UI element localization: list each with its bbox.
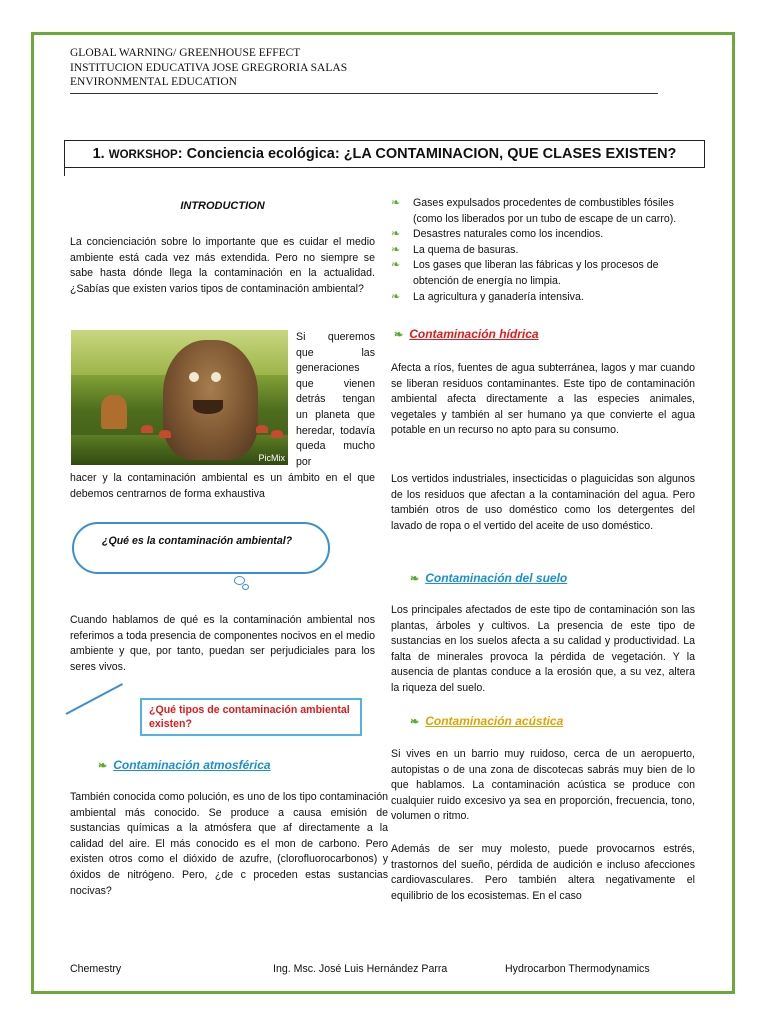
hid-heading-text: Contaminación hídrica [409,327,539,341]
cloud-question: ¿Qué es la contaminación ambiental? [102,535,293,547]
leaf-bullet-icon: ❧ [391,259,401,272]
image-watermark: PicMix [258,453,285,463]
header-line-1: GLOBAL WARNING/ GREENHOUSE EFFECT [70,47,301,59]
list-item-text: La agricultura y ganadería intensiva. [413,290,584,303]
heading-atmosferica [98,758,271,772]
hid-paragraph-1: Afecta a ríos, fuentes de agua subterránea, lagos y mar cuando se liberan residuos contaminantes. Este tipo de contaminación ambiental afecta directamente a las especies animales, vegetales y también al ser humano ya que convierte el agua potable en un recurso no apto para su consumo. [391,362,695,437]
list-item-text: Los gases que liberan las fábricas y los procesos de obtención de energía no limpia. [413,259,659,287]
list-item-text: La quema de basuras. [413,243,519,256]
document-header [70,46,658,94]
list-item [391,227,696,243]
list-item [391,196,696,227]
intro-heading: INTRODUCTION [180,200,265,212]
list-item [391,243,696,259]
title-workshop: WORKSHOP [108,149,178,161]
intro-paragraph: La concienciación sobre lo importante que es cuidar el medio ambiente está cada vez más extendida. Pero no siempre se sabe hasta dónde llega la contaminación en la actualidad. ¿Sabías que existen varios tipos de contaminación ambiental? [70,236,375,295]
header-line-2: INSTITUCION EDUCATIVA JOSE GREGRORIA SALAS [70,61,348,74]
acu-paragraph-2: Además de ser muy molesto, puede provocarnos estrés, trastornos del sueño, pérdida de audición e incluso afecciones cardiovasculares. Pero también altera negativamente el equilibrio de los ecosistemas. En el caso [391,843,695,902]
list-item [391,290,696,306]
list-item-text: Gases expulsados procedentes de combustibles fósiles (como los liberados por un tubo de escape de un carro). [413,197,677,225]
leaf-bullet-icon: ❧ [391,290,401,303]
list-item [391,258,696,289]
suelo-paragraph: Los principales afectados de este tipo de contaminación son las plantas, árboles y cultivos. La presencia de este tipo de sustancias en los suelos afecta a su calidad y productividad. La falta de minerales provoca la pérdida de vegetación. Y la ausencia de plantas conduce a la erosión que, a su vez, altera la riqueza del suelo. [391,604,695,694]
atm-heading-text: Contaminación atmosférica [113,758,271,772]
leaf-bullet-icon: ❧ [391,243,401,256]
title-tick [64,168,65,176]
heading-suelo [410,571,567,585]
footer-center: Ing. Msc. José Luis Hernández Parra [273,963,448,975]
leaf-bullet-icon: ❧ [391,228,401,241]
workshop-title [64,140,705,168]
leaf-bullet-icon: ❧ [391,197,401,209]
leaf-bullet-icon: ❧ [394,329,404,341]
footer-right: Hydrocarbon Thermodynamics [505,963,650,975]
acu-heading-text: Contaminación acústica [425,714,564,728]
suelo-heading-text: Contaminación del suelo [425,571,568,585]
wrap-text: Si queremos que las generaciones que vienen detrás tengan un planeta que heredar, todavía queda mucho por [296,331,375,468]
header-line-3: ENVIRONMENTAL EDUCATION [70,76,237,88]
hid-paragraph-2: Los vertidos industriales, insecticidas o plaguicidas son algunos de los residuos que afectan a la contaminación del agua. Pero también otros de uso doméstico como los detergentes del lavado de ropa o el vertido del aceite de uso doméstico. [391,473,695,532]
acu-paragraph-1: Si vives en un barrio muy ruidoso, cerca de un aeropuerto, autopistas o de una zona de discotecas sabrás muy bien de lo que hablamos. La contaminación acústica se produce con cualquier ruido excesivo ya sea en proporción, frecuencia, tono, volumen o ritmo. [391,748,695,823]
heading-hidrica [394,327,539,341]
atm-paragraph: También conocida como polución, es uno de los tipo contaminación ambiental más conocido. Se produce a causa emisión de sustancias químicas a la atmósfera que af directamente a la calidad del aire. El más conocido es el mon de carbono. Pero existen otros como el dióxido de azufre, (clorofluorocarbonos) y óxidos de nitrógeno. Pero, ¿de c proceden estas sustancias nocivas? [70,791,388,897]
heading-acustica [410,714,563,728]
leaf-bullet-icon: ❧ [410,573,420,585]
sources-list [391,196,696,305]
definition-paragraph: Cuando hablamos de qué es la contaminación ambiental nos referimos a toda presencia de componentes nocivos en el medio ambiente y que, por tanto, puedan ser perjudiciales para los seres vivos. [70,614,375,673]
list-item-text: Desastres naturales como los incendios. [413,228,604,241]
title-number: 1. [92,146,105,162]
types-question-box: ¿Qué tipos de contaminación ambiental existen? [140,698,362,736]
forest-image [71,330,288,465]
leaf-bullet-icon: ❧ [410,716,420,728]
footer-left: Chemestry [70,963,122,975]
leaf-bullet-icon: ❧ [98,760,108,772]
title-rest: : Conciencia ecológica: ¿LA CONTAMINACION, QUE CLASES EXISTEN? [177,146,677,162]
question-cloud [72,522,332,592]
continue-text: hacer y la contaminación ambiental es un ámbito en el que debemos centrarnos de forma exhaustiva [70,472,375,500]
